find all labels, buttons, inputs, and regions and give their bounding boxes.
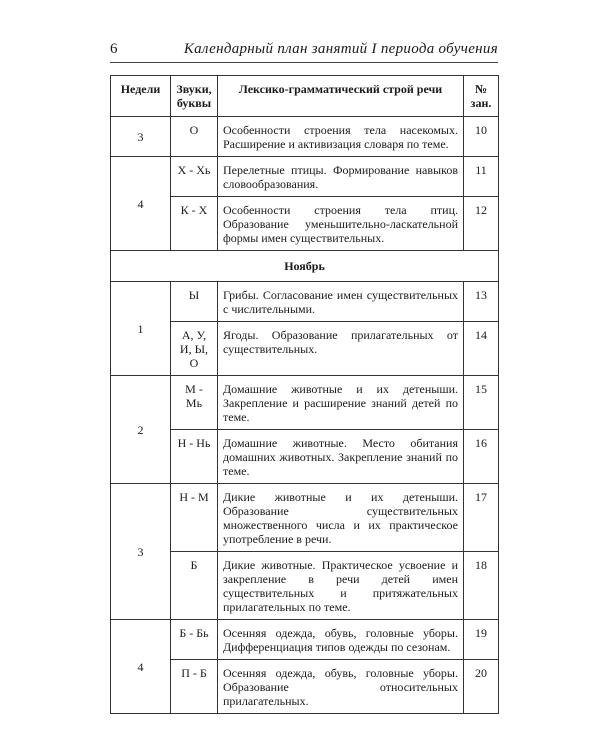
column-header-lesson-number: № зан.	[464, 76, 499, 117]
page-number: 6	[110, 41, 118, 57]
table-row	[111, 157, 499, 197]
lesson-number-cell: 13	[464, 282, 499, 322]
week-cell: 2	[111, 376, 171, 484]
sound-cell: К - Х	[171, 197, 218, 251]
week-cell: 3	[111, 484, 171, 620]
table-row	[111, 620, 499, 660]
lesson-number-cell: 18	[464, 552, 499, 620]
week-cell: 4	[111, 620, 171, 714]
column-header-weeks: Недели	[111, 76, 171, 117]
lesson-number-cell: 19	[464, 620, 499, 660]
topic-cell: Дикие животные и их детеныши. Образование существительных множественного числа и их практическое употребление в речи.	[218, 484, 464, 552]
table-row	[111, 484, 499, 552]
topic-cell: Домашние животные. Место обитания домашних животных. Закрепление знаний по теме.	[218, 430, 464, 484]
sound-cell: О	[171, 117, 218, 157]
lesson-number-cell: 12	[464, 197, 499, 251]
sound-cell: Ы	[171, 282, 218, 322]
topic-cell: Осенняя одежда, обувь, головные уборы. Дифференциация типов одежды по сезонам.	[218, 620, 464, 660]
topic-cell: Грибы. Согласование имен существительных с числительными.	[218, 282, 464, 322]
topic-cell: Особенности строения тела насекомых. Расширение и активизация словаря по теме.	[218, 117, 464, 157]
table-header-row	[111, 76, 499, 117]
sound-cell: А, У, И, Ы, О	[171, 322, 218, 376]
sound-cell: Б	[171, 552, 218, 620]
month-row	[111, 251, 499, 282]
running-title: Календарный план занятий I периода обучения	[183, 41, 498, 57]
sound-cell: П - Б	[171, 660, 218, 714]
lesson-number-cell: 10	[464, 117, 499, 157]
month-label: Ноябрь	[111, 251, 499, 282]
sound-cell: М - Мь	[171, 376, 218, 430]
sound-cell: Н - Нь	[171, 430, 218, 484]
lesson-number-cell: 20	[464, 660, 499, 714]
week-cell: 1	[111, 282, 171, 376]
lesson-number-cell: 15	[464, 376, 499, 430]
page-header	[110, 40, 498, 63]
week-cell: 3	[111, 117, 171, 157]
sound-cell: Н - М	[171, 484, 218, 552]
table-row	[111, 376, 499, 430]
week-cell: 4	[111, 157, 171, 251]
topic-cell: Дикие животные. Практическое усвоение и закрепление в речи детей имен существительных и притяжательных прилагательных по теме.	[218, 552, 464, 620]
topic-cell: Осенняя одежда, обувь, головные уборы. Образование относительных прилагательных.	[218, 660, 464, 714]
column-header-sounds: Звуки, буквы	[171, 76, 218, 117]
topic-cell: Перелетные птицы. Формирование навыков словообразования.	[218, 157, 464, 197]
topic-cell: Ягоды. Образование прилагательных от существительных.	[218, 322, 464, 376]
sound-cell: Х - Хь	[171, 157, 218, 197]
table-row	[111, 282, 499, 322]
topic-cell: Домашние животные и их детеныши. Закрепление и расширение знаний детей по теме.	[218, 376, 464, 430]
lesson-number-cell: 17	[464, 484, 499, 552]
lesson-number-cell: 11	[464, 157, 499, 197]
lesson-number-cell: 14	[464, 322, 499, 376]
lesson-plan-table	[110, 75, 499, 714]
table-row	[111, 117, 499, 157]
topic-cell: Особенности строения тела птиц. Образование уменьшительно-ласкательной формы имен существительных.	[218, 197, 464, 251]
lesson-number-cell: 16	[464, 430, 499, 484]
sound-cell: Б - Бь	[171, 620, 218, 660]
column-header-topic: Лексико-грамматический строй речи	[218, 76, 464, 117]
